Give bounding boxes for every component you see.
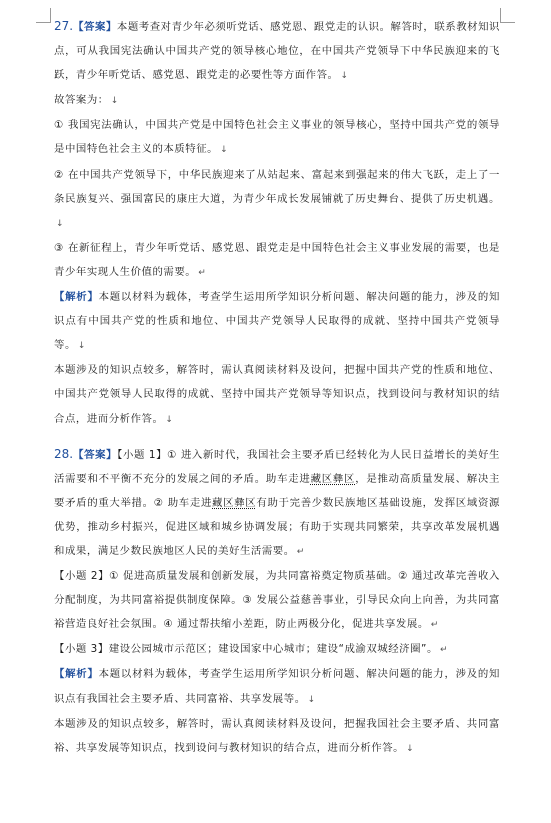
document-page xyxy=(54,14,500,761)
line-break-mark: ↓ xyxy=(165,414,174,425)
paragraph-mark: ↵ xyxy=(430,620,439,631)
line-break-mark: ↓ xyxy=(110,96,119,107)
q27-answer-heading-line xyxy=(54,88,500,113)
q27-method-line xyxy=(54,358,500,431)
q27-answer-intro xyxy=(54,14,500,88)
q27-point-2-line xyxy=(54,163,500,236)
paragraph-mark: ↵ xyxy=(198,267,207,278)
q27-method: 本题涉及的知识点较多，解答时，需认真阅读材料及设问，把握中国共产党的性质和地位、中国共产党领导人民取得的成就、坚持中国共产党领导等知识点，找到设问与教材知识的结合点，进而分析作答。 xyxy=(54,364,500,425)
q28-sub1-text-b: ，是推动高质量发展、解决主要矛盾的重大举措。② 助车走进 xyxy=(54,472,500,509)
q28-sub1-text-c: 有助于完善少数民族地区基础设施，发挥区域资源优势，推动乡村振兴，促进区域和城乡协调发展；有助于实现共同繁荣，共享改革发展机遇和成果，满足少数民族地区人民的美好生活需要。 xyxy=(54,496,500,557)
q27-analysis-tag: 【解析】 xyxy=(54,291,99,304)
q28-method: 本题涉及的知识点较多，解答时，需认真阅读材料及设问，把握我国社会主要矛盾、共同富裕、共享发展等知识点，找到设问与教材知识的结合点，进而分析作答。 xyxy=(54,717,500,754)
page-corner-mark-left xyxy=(36,8,51,23)
q27-point-1-line xyxy=(54,113,500,162)
q28-sub3-line xyxy=(54,637,500,662)
line-break-mark: ↓ xyxy=(220,145,229,156)
q28-term-yiqu-2: 彝区 xyxy=(234,496,257,509)
line-break-mark: ↓ xyxy=(77,341,86,352)
line-break-mark: ↓ xyxy=(307,694,316,705)
line-break-mark: ↓ xyxy=(340,71,349,82)
q28-sub1-label: 【小题 1】 xyxy=(117,448,168,461)
q27-analysis: 本题以材料为载体，考查学生运用所学知识分析问题、解决问题的能力，涉及的知识点有中国共产党的性质和地位、中国共产党领导人民取得的成就、坚持中国共产党领导等。 xyxy=(54,291,500,352)
q27-point-1: ① 我国宪法确认，中国共产党是中国特色社会主义事业的领导核心，坚持中国共产党的领导是中国特色社会主义的本质特征。 xyxy=(54,119,500,156)
q28-sub1-line xyxy=(54,442,500,564)
q27-point-2: ② 在中国共产党领导下，中华民族迎来了从站起来、富起来到强起来的伟大飞跃，走上了一条民族复兴、强国富民的康庄大道，为青少年成长发展铺就了历史舞台、提供了历史机遇。 xyxy=(54,168,500,205)
q28-analysis: 本题以材料为载体，考查学生运用所学知识分析问题、解决问题的能力，涉及的知识点有我国社会主要矛盾、共同富裕、共享发展等。 xyxy=(54,668,500,705)
q28-term-zangqu-2: 藏区 xyxy=(212,496,235,509)
q28-answer-tag: 【答案】 xyxy=(73,448,118,461)
paragraph-mark: ↵ xyxy=(439,645,449,656)
q28-method-line xyxy=(54,712,500,761)
q28-term-yiqu: 彝区 xyxy=(332,472,356,485)
q28-sub2-label: 【小题 2】 xyxy=(54,570,110,583)
q28-sub2-text: ① 促进高质量发展和创新发展，为共同富裕奠定物质基础。② 通过改革完善收入分配制度，为共同富裕提供制度保障。③ 发展公益慈善事业，引导民众向上向善，为共同富裕营造良好社会氛围。④ 通过帮扶缩小差距，防止两极分化，促进共享发展。 xyxy=(54,570,500,631)
q27-analysis-line xyxy=(54,285,500,358)
q28-term-zangqu: 藏区 xyxy=(310,472,333,485)
q27-number: 27. xyxy=(54,19,74,33)
q27-answer-tag: 【答案】 xyxy=(73,21,117,33)
q27-point-3-line xyxy=(54,236,500,285)
q28-sub1-text-a: ① 进入新时代，我国社会主要矛盾已经转化为人民日益增长的美好生活需要和不平衡不充分的发展之间的矛盾。助车走进 xyxy=(54,448,500,485)
q27-point-3: ③ 在新征程上，青少年听党话、感党恩、跟党走是中国特色社会主义事业发展的需要，也是青少年实现人生价值的需要。 xyxy=(54,241,500,278)
paragraph-mark: ↵ xyxy=(296,546,305,557)
q28-analysis-tag: 【解析】 xyxy=(54,668,99,681)
line-break-mark: ↓ xyxy=(406,743,415,754)
q28-analysis-line xyxy=(54,662,500,711)
line-break-mark: ↓ xyxy=(56,218,65,229)
q28-number: 28. xyxy=(54,446,74,461)
q28-sub3-text: 建设公园城市示范区；建设国家中心城市；建设“成渝双城经济圈”。 xyxy=(108,643,438,656)
page-corner-mark-right xyxy=(500,8,515,23)
q28-sub2-line xyxy=(54,564,500,637)
q27-intro-text: 本题考查对青少年必须听党话、感党恩、跟党走的认识。解答时，联系教材知识点，可从我国宪法确认中国共产党的领导核心地位，在中国共产党领导下中华民族迎来的飞跃，青少年听党话、感党恩、跟党走的必要性等方面作答。 xyxy=(54,21,500,82)
q27-answer-heading: 故答案为： xyxy=(54,94,109,107)
q28-sub3-label: 【小题 3】 xyxy=(54,643,109,656)
